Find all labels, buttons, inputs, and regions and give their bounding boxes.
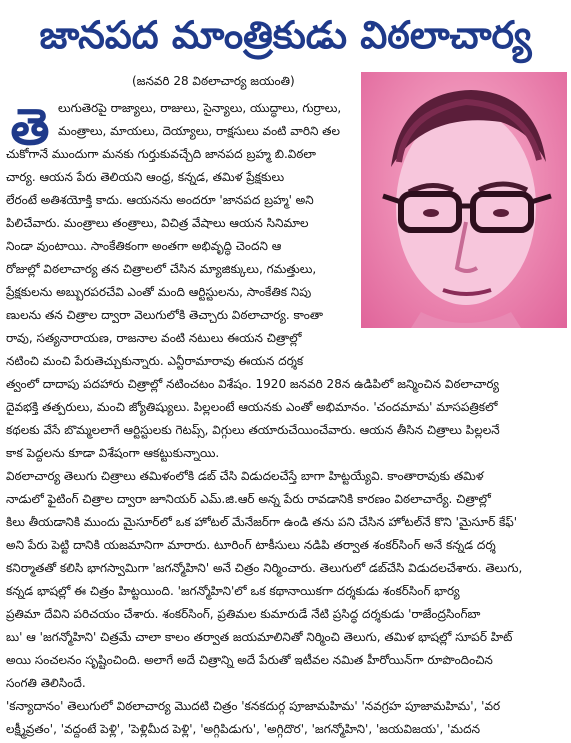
article-line: కిలు తీయడానికి ముందు మైసూర్‌లో ఒక హోటల్ మేనేజర్‌గా ఉండి తను పని చేసిన హోటల్‌నే కొని 'మైసూర్ కేఫ్' <box>6 515 518 529</box>
article-line: లేరంటే అతిశయోక్తి కాదు. ఆయనను అందరూ 'జానపద బ్రహ్మ' అని <box>6 193 314 207</box>
article-line: నటించి మంచి పేరుతెచ్చుకున్నారు. ఎన్టీరామారావు ఈయన దర్శక <box>6 354 304 368</box>
article-line: బు' ఆ 'జగన్మోహిని' చిత్రమే చాలా కాలం తర్వాత జయమాలినితో నిర్మించి తెలుగు, తమిళ భాషల్లో సూపర్ హిట్ <box>6 630 513 644</box>
article-line: దైవభక్తి తత్పరులు, మంచి జ్యోతిష్యులు. పిల్లలంటే ఆయనకు ఎంతో అభిమానం. 'చందమామ' మాసపత్రికలో <box>6 400 498 414</box>
article-line: రావు, సత్యనారాయణ, రాజనాల వంటి నటులు ఈయన చిత్రాల్లో <box>6 331 302 345</box>
article-line: అని పేరు పెట్టి దానికి యజమానిగా మారారు. టూరింగ్ టాకీసులు నడిపి తర్వాత శంకర్‌సింగ్ అనే కన్నడ దర్శ <box>6 538 496 552</box>
article-line: నిండా వుంటాయి. సాంకేతికంగా అంతగా అభివృద్ధి చెందని ఆ <box>6 239 282 253</box>
article-line: ప్రతిమా దేవిని పరిచయం చేశారు. శంకర్‌సింగ్, ప్రతిమల కుమారుడే నేటి ప్రసిద్ధ దర్శకుడు 'రాజేంద్రసింగ్‌బా <box>6 607 481 621</box>
article-line: సంగతి తెలిసిందే. <box>6 676 86 690</box>
article-line: రోజుల్లో విఠలాచార్య తన చిత్రాలలో చేసిన మ్యాజిక్కులు, గమత్తులు, <box>6 262 317 276</box>
article-line: 'కన్యాదానం' తెలుగులో విఠలాచార్య మొదటి చిత్రం 'కనకదుర్గ పూజామహిమ' 'నవగ్రహ పూజామహిమ', 'వర <box>6 699 501 713</box>
portrait-image <box>361 72 567 328</box>
article-line: నాడులో ఫైటింగ్ చిత్రాల ద్వారా జూనియర్ ఎమ్.జి.ఆర్ అన్న పేరు రావడానికి కారణం విఠలాచార్యే. చిత్రాల్లో <box>6 492 491 506</box>
article-line: అయి సంచలనం సృష్టించింది. అలాగే అదే చిత్రాన్ని అదే పేరుతో ఇటీవల నమిత హీరోయిన్‌గా రూపొందించిన <box>6 653 493 667</box>
article-line: చార్య. ఆయన పేరు తెలియని ఆంధ్ర, కన్నడ, తమిళ ప్రేక్షకులు <box>6 170 285 184</box>
article-headline: జానపద మాంత్రికుడు విఠలాచార్య <box>39 13 532 57</box>
article-line: కథలకు వేసే బొమ్మలలాగే ఆర్టిస్టులకు గెటప్స్, విగ్గులు తయారుచేయించేవారు. ఆయన తీసిన చిత్రాలు పిల్లలనే <box>6 423 500 437</box>
article-line: విఠలాచార్య తెలుగు చిత్రాలు తమిళంలోకి డబ్ చేసి విడుదలచేస్తే బాగా హిట్టయ్యేవి. కాంతారావుకు తమిళ <box>6 469 484 483</box>
article-line: చుకోగానే ముందుగా మనకు గుర్తుకువచ్చేది జానపద బ్రహ్మ బి.విఠలా <box>6 147 316 161</box>
article-line: ప్రేక్షకులను అబ్బురపరచేవి ఎంతో మంది ఆర్టిస్టులను, సాంకేతిక నిపు <box>6 285 312 299</box>
article-line: త్వంలో దాదాపు పదహారు చిత్రాల్లో నటించటం విశేషం. 1920 జనవరి 28న ఉడిపిలో జన్మించిన విఠలాచార్య <box>6 377 499 391</box>
portrait-photo <box>361 72 567 328</box>
article-subheading: (జనవరి 28 విఠలాచార్య జయంతి) <box>132 74 295 88</box>
article-line: పిలిచేవారు. మంత్రాలు తంత్రాలు, విచిత్ర వేషాలు ఆయన సినిమాల <box>6 216 309 230</box>
article-line: కన్నడ భాషల్లో ఈ చిత్రం హిట్టయింది. 'జగన్మోహిని'లో ఒక కథానాయికగా దర్శకుడు శంకర్‌సింగ్ భార్య <box>6 584 460 598</box>
article-line: కాక పెద్దలను కూడా విశేషంగా ఆకట్టుకున్నాయి. <box>6 446 220 460</box>
article-line: మంత్రాలు, మాయలు, దెయ్యాలు, రాక్షసులు వంటి వారిని తల <box>58 124 341 138</box>
article-dropcap: తె <box>10 98 50 156</box>
article-line: కనిర్మాతతో కలిసి భాగస్వామిగా 'జగన్మోహిని' అనే చిత్రం నిర్మించారు. తెలుగులో డబ్‌చేసి విడుదలచేశారు. తెలుగు, <box>6 561 523 575</box>
article-line: ణులను తన చిత్రాల ద్వారా వెలుగులోకి తెచ్చారు విఠలాచార్య. కాంతా <box>6 308 323 322</box>
article-line: లుగుతెరపై రాజ్యాలు, రాజులు, సైన్యాలు, యుద్ధాలు, గుర్రాలు, <box>58 101 342 115</box>
article-line: లక్ష్మీవ్రతం', 'వద్దంటే పెళ్లి', 'పెళ్లిమీద పెళ్లి', 'అగ్గిపిడుగు', 'అగ్గిదొర', 'జగన్మోహిని', 'జయవిజయ', 'మదన <box>6 722 481 736</box>
